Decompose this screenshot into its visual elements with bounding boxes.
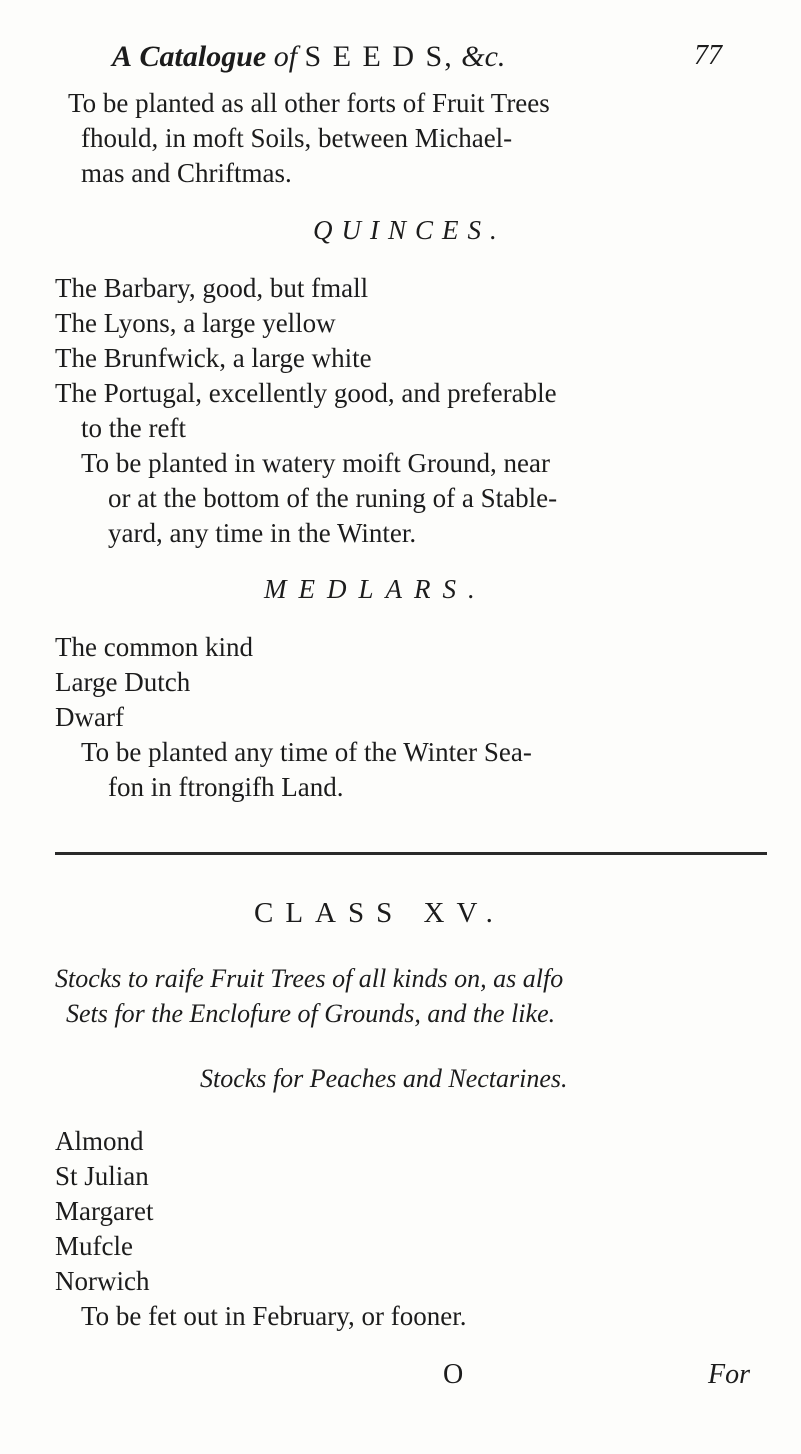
running-head-title-seeds: S E E D S, xyxy=(304,40,454,73)
stock-item-muscle: Mufcle xyxy=(55,1231,133,1261)
class-subtitle-line-2: Sets for the Enclofure of Grounds, and the like. xyxy=(66,999,556,1028)
quinces-note-line-3: yard, any time in the Winter. xyxy=(108,518,417,548)
quinces-heading: QUINCES. xyxy=(313,215,506,245)
medlars-item-common: The common kind xyxy=(55,632,253,662)
signature-mark: O xyxy=(443,1359,464,1390)
stocks-subheading: Stocks for Peaches and Nectarines. xyxy=(200,1064,568,1093)
class-subtitle-line-1: Stocks to raife Fruit Trees of all kinds on, as alfo xyxy=(55,964,564,993)
page-number: 77 xyxy=(694,40,722,71)
catchword: For xyxy=(708,1359,750,1390)
medlars-heading: MEDLARS. xyxy=(264,574,487,604)
stock-item-almond: Almond xyxy=(55,1126,144,1156)
running-head-title-of: of xyxy=(273,40,298,73)
quinces-item-barbary: The Barbary, good, but fmall xyxy=(55,273,369,303)
running-head-title-a: A xyxy=(112,40,133,73)
quinces-item-portugal-cont: to the reft xyxy=(81,413,186,443)
stocks-note: To be fet out in February, or fooner. xyxy=(81,1301,467,1331)
running-head-title-catalogue: Catalogue xyxy=(139,40,267,73)
medlars-item-dwarf: Dwarf xyxy=(55,702,124,732)
stock-item-margaret: Margaret xyxy=(55,1196,154,1226)
stock-item-norwich: Norwich xyxy=(55,1266,150,1296)
medlars-note-line-1: To be planted any time of the Winter Sea- xyxy=(81,737,532,767)
fruit-trees-note-line-3: mas and Chriftmas. xyxy=(81,158,292,188)
medlars-note-line-2: fon in ftrongifh Land. xyxy=(108,772,344,802)
running-head-title-etc: &c. xyxy=(461,40,506,73)
fruit-trees-note-line-2: fhould, in moft Soils, between Michael- xyxy=(81,123,513,153)
class-heading: CLASS XV. xyxy=(254,897,505,929)
stock-item-st-julian: St Julian xyxy=(55,1161,149,1191)
quinces-item-lyons: The Lyons, a large yellow xyxy=(55,308,336,338)
quinces-item-portugal: The Portugal, excellently good, and preferable xyxy=(55,378,557,408)
quinces-note-line-1: To be planted in watery moift Ground, near xyxy=(81,448,550,478)
quinces-note-line-2: or at the bottom of the runing of a Stable- xyxy=(108,483,558,513)
quinces-item-brunswick: The Brunfwick, a large white xyxy=(55,343,372,373)
section-divider xyxy=(55,852,767,855)
running-head xyxy=(112,38,505,76)
fruit-trees-note-line-1: To be planted as all other forts of Fruit Trees xyxy=(68,88,550,118)
medlars-item-large-dutch: Large Dutch xyxy=(55,667,191,697)
